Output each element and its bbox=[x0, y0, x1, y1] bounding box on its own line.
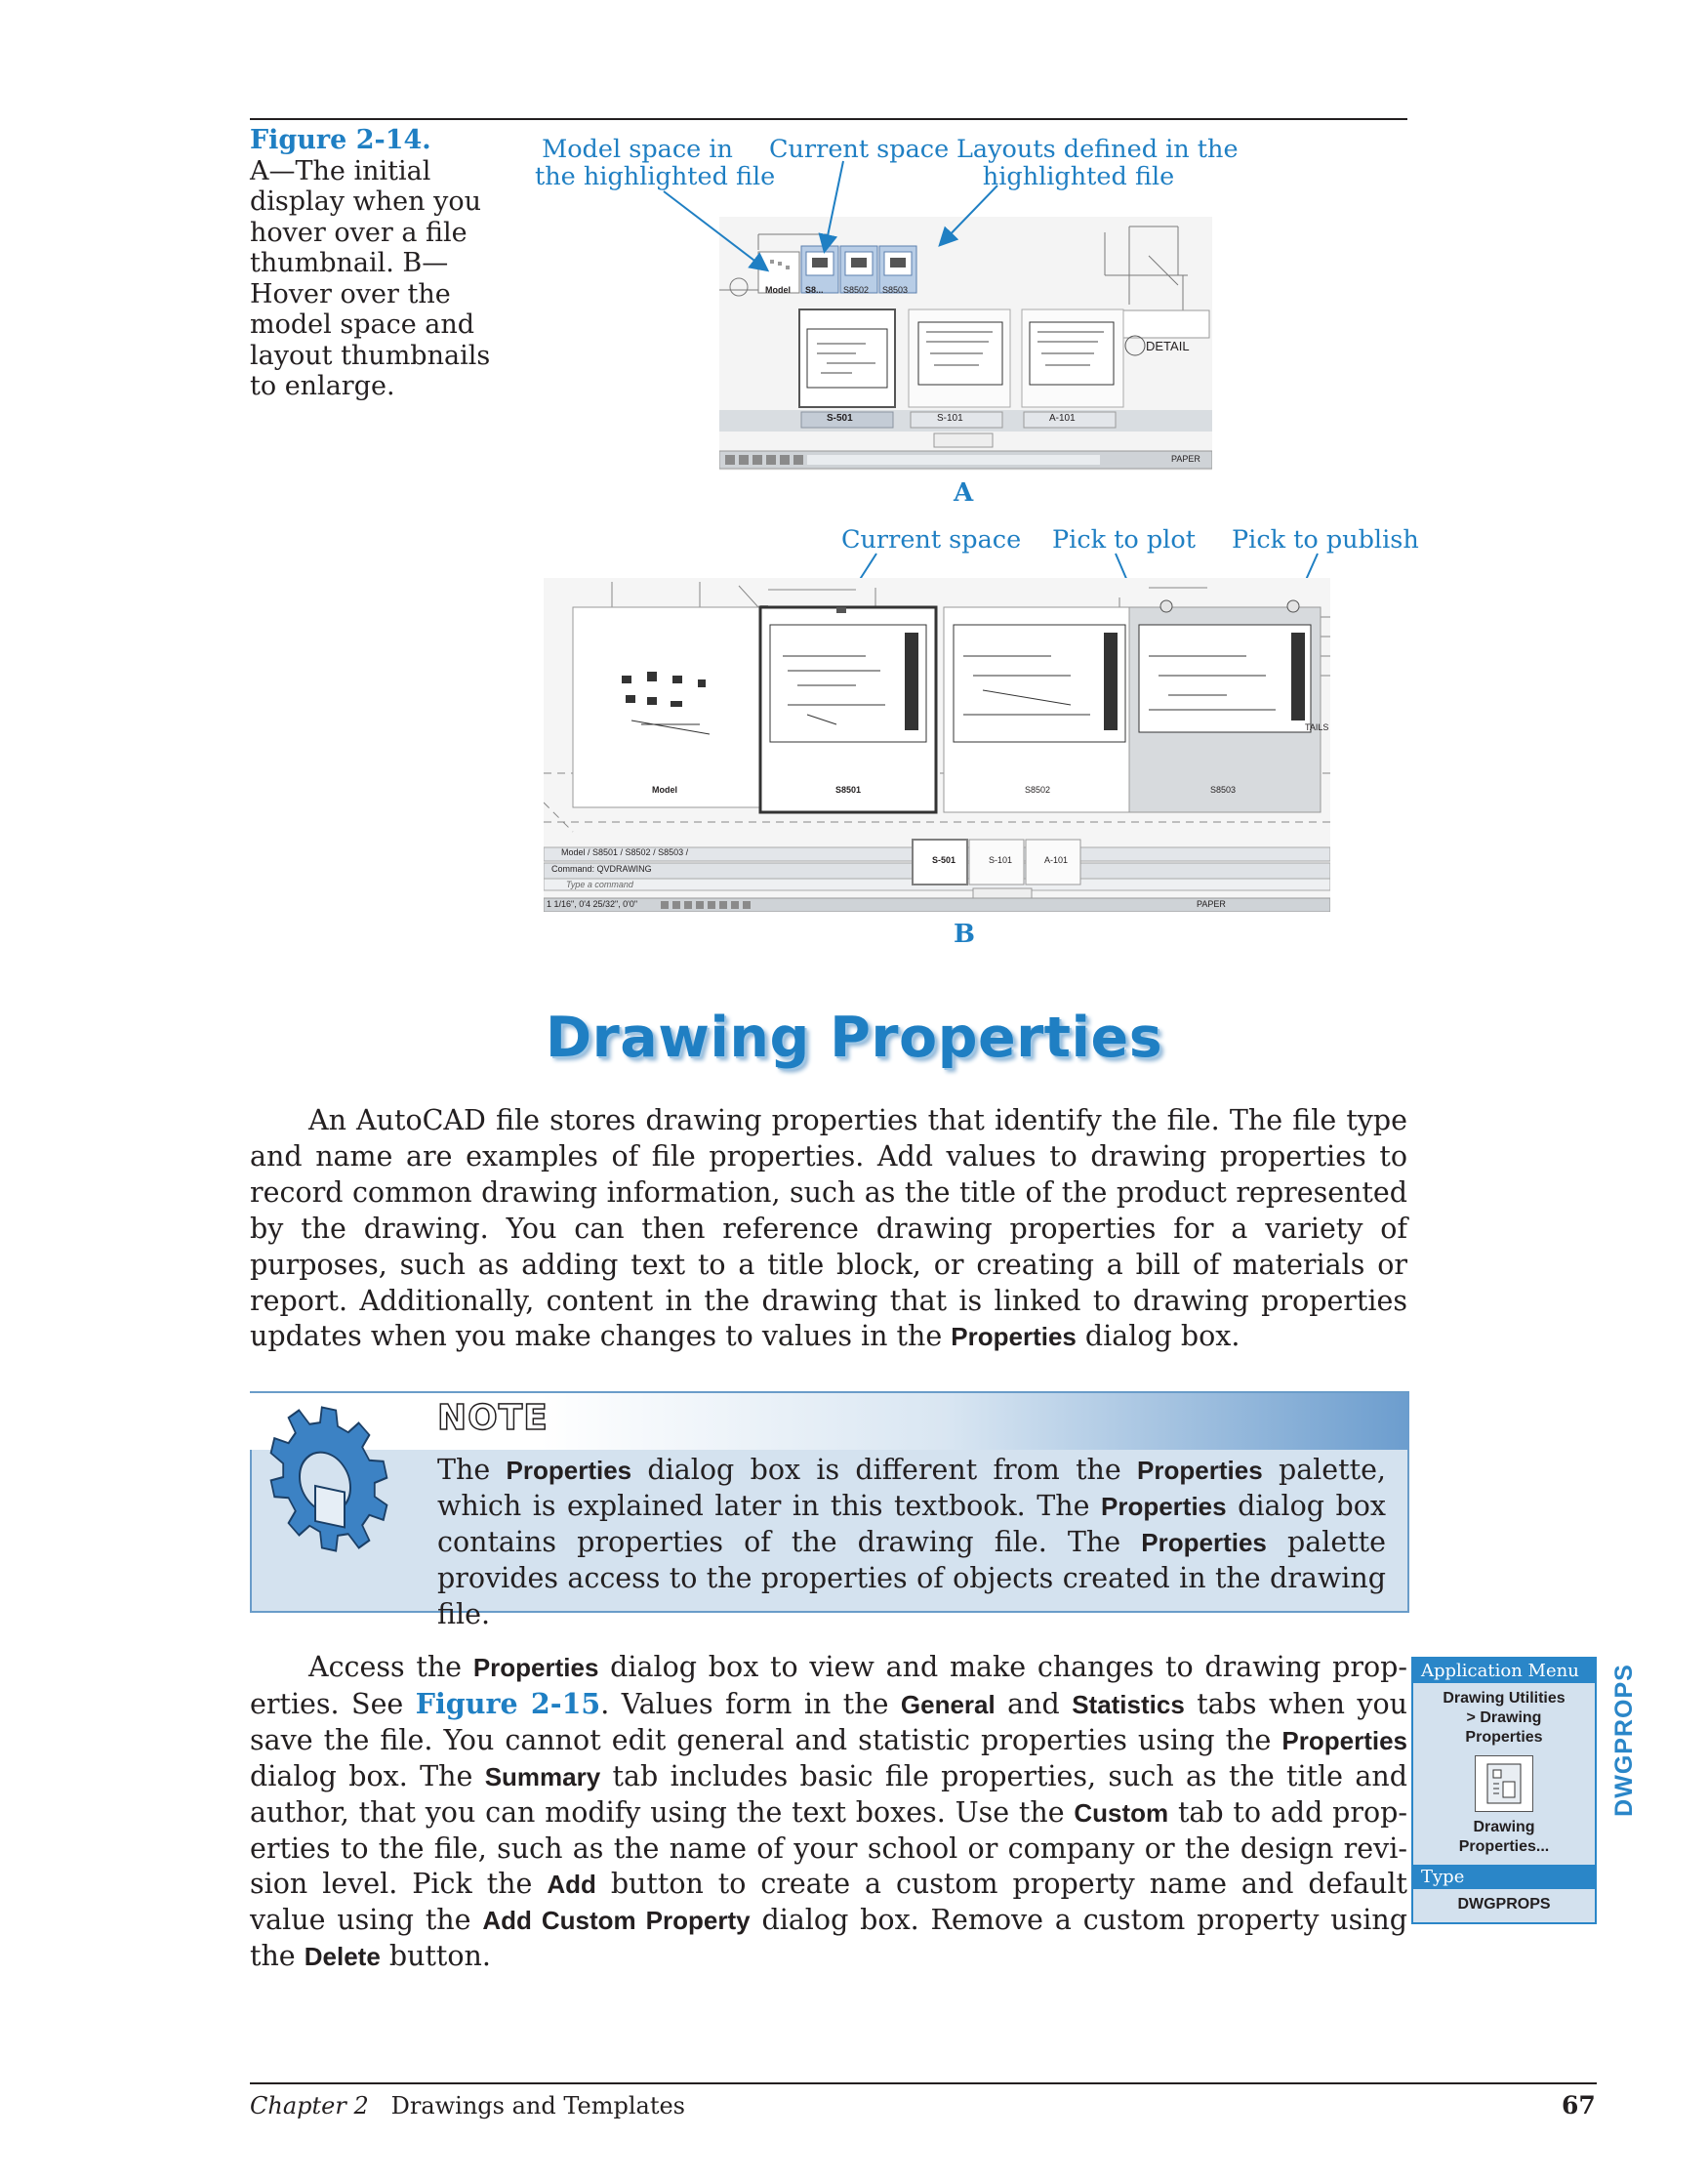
note-t1: The bbox=[437, 1454, 507, 1486]
command-access-box bbox=[1411, 1657, 1597, 1924]
figure-reference-link[interactable]: Figure 2-15 bbox=[415, 1686, 601, 1720]
p2-b5: Summary bbox=[484, 1761, 601, 1791]
vertical-command-text: DWGPROPS bbox=[1610, 1664, 1638, 1817]
thumb-label-s8: S8... bbox=[805, 285, 824, 295]
p2-b7: Add bbox=[547, 1870, 596, 1900]
p2-b2: General bbox=[900, 1689, 996, 1719]
p2-t3: . Values form in the bbox=[600, 1687, 901, 1720]
icon-label-line1: Drawing bbox=[1473, 1819, 1535, 1835]
note-header-bar bbox=[250, 1391, 1409, 1450]
thumb-label-model: Model bbox=[765, 285, 791, 295]
paragraph-1-tail: dialog box. bbox=[1076, 1320, 1240, 1353]
callout-model-space-line2: the highlighted file bbox=[535, 162, 776, 191]
preview-label-s8502: S8502 bbox=[1025, 785, 1051, 795]
paragraph-1-bold: Properties bbox=[951, 1322, 1077, 1352]
coordinates: 1 1/16", 0'4 25/32", 0'0" bbox=[547, 899, 638, 909]
menu-path-line1: Drawing Utilities bbox=[1443, 1690, 1566, 1707]
vertical-command-label bbox=[1607, 1650, 1641, 1831]
note-title: NOTE bbox=[437, 1398, 549, 1438]
small-thumb-s501: S-501 bbox=[932, 855, 956, 865]
figure-title: Figure 2-14. bbox=[250, 125, 431, 155]
preview-label-s8503: S8503 bbox=[1210, 785, 1237, 795]
figure-caption-text: A—The initial display when you hover over a file thumbnail. B—Hover over the model space and layout thumbnails to enlarge. bbox=[250, 155, 491, 401]
small-thumb-s101: S-101 bbox=[989, 855, 1013, 865]
command-box-menu-path bbox=[1413, 1683, 1595, 1748]
gear-icon bbox=[256, 1396, 402, 1562]
arrow-current-space-a bbox=[825, 161, 843, 250]
callout-pick-to-plot: Pick to plot bbox=[1052, 525, 1196, 555]
note-t4: dialog box contains properties of the drawing file. The bbox=[437, 1489, 1386, 1558]
footer-chapter-title: Drawings and Templates bbox=[390, 2092, 685, 2119]
p2-b8: Add Custom Property bbox=[482, 1906, 751, 1936]
footer-rule bbox=[250, 2082, 1597, 2084]
callout-model-space-line1: Model space in bbox=[542, 135, 733, 164]
p2-b9: Delete bbox=[304, 1942, 381, 1972]
p2-t11: button. bbox=[380, 1940, 491, 1973]
footer-chapter-number: Chapter 2 bbox=[250, 2092, 369, 2119]
p2-b1: Properties bbox=[472, 1653, 599, 1682]
arrow-model-space bbox=[664, 191, 766, 269]
p2-t2: dialog box to view and make changes to drawing prop-erties. See bbox=[250, 1651, 1407, 1720]
note-text bbox=[437, 1453, 1386, 1633]
note-t3: palette, which is explained later in this textbook. The bbox=[437, 1454, 1386, 1522]
arrow-layouts bbox=[941, 185, 997, 244]
properties-sheet-icon bbox=[1476, 1756, 1532, 1811]
drawing-properties-icon[interactable] bbox=[1475, 1755, 1533, 1812]
note-b1: Properties bbox=[506, 1456, 632, 1485]
footer-chapter bbox=[250, 2092, 685, 2119]
p2-b6: Custom bbox=[1074, 1797, 1169, 1828]
p2-b4: Properties bbox=[1281, 1725, 1407, 1755]
command-line: Command: QVDRAWING bbox=[551, 864, 652, 874]
p2-t7: tab includes basic file properties, such as the title and author, that you can modify using the text boxes. Use the bbox=[250, 1759, 1407, 1829]
tab-label-s101: S-101 bbox=[937, 413, 963, 424]
status-paper-a: PAPER bbox=[1171, 454, 1200, 464]
icon-label-line2: Properties... bbox=[1458, 1838, 1550, 1855]
note-b3: Properties bbox=[1101, 1491, 1227, 1521]
p2-t4: and bbox=[995, 1687, 1073, 1720]
detail-label: DETAIL bbox=[1146, 339, 1190, 353]
command-prompt: Type a command bbox=[566, 880, 633, 889]
figure-label-a: A bbox=[954, 478, 974, 508]
layout-tabs: Model / S8501 / S8502 / S8503 / bbox=[561, 847, 689, 857]
tab-label-s501: S-501 bbox=[827, 413, 853, 424]
note-b2: Properties bbox=[1137, 1456, 1263, 1485]
paragraph-1-text: An AutoCAD file stores drawing properties that identify the file. The file type and name are examples of file properties. Add values to drawing properties to record common drawing information, such as the title of the product represented by the drawing. You can then reference drawing properties for a variety of purposes, such as adding text to a title block, or creating a bill of materials or report. Additionally, content in the drawing that is linked to drawing properties updates when you make changes to values in the bbox=[250, 1104, 1407, 1353]
menu-path-line3: Properties bbox=[1465, 1729, 1543, 1746]
command-box-icon-label bbox=[1413, 1818, 1595, 1857]
callout-layouts-line2: highlighted file bbox=[982, 162, 1175, 191]
thumb-label-s8502: S8502 bbox=[843, 285, 870, 295]
status-paper-b: PAPER bbox=[1197, 899, 1226, 909]
p2-t1: Access the bbox=[308, 1651, 473, 1683]
callout-current-space-a: Current space bbox=[769, 135, 950, 164]
callout-layouts-line1: Layouts defined in the bbox=[956, 135, 1239, 164]
p2-t9: button to create a custom property name and default value using the bbox=[250, 1868, 1407, 1937]
note-t2: dialog box is different from the bbox=[631, 1454, 1138, 1486]
p2-t6: dialog box. The bbox=[250, 1759, 485, 1792]
preview-label-model: Model bbox=[652, 785, 677, 795]
callout-current-space-b: Current space bbox=[841, 525, 1022, 555]
figure-label-b: B bbox=[954, 920, 975, 949]
command-box-type-value: DWGPROPS bbox=[1457, 1896, 1551, 1913]
command-box-header: Application Menu bbox=[1413, 1659, 1595, 1683]
p2-t8: tab to add prop-erties to the file, such as the name of your school or company or the design revi-sion level. Pick the bbox=[250, 1795, 1408, 1901]
paragraph-1 bbox=[250, 1103, 1407, 1355]
tab-label-a101: A-101 bbox=[1049, 413, 1076, 424]
thumb-label-s8503: S8503 bbox=[882, 285, 909, 295]
preview-label-s8501: S8501 bbox=[835, 785, 862, 795]
p2-b3: Statistics bbox=[1072, 1689, 1185, 1719]
note-b4: Properties bbox=[1141, 1527, 1267, 1557]
command-box-type-header: Type bbox=[1413, 1865, 1595, 1889]
section-heading: Drawing Properties bbox=[545, 1006, 1163, 1070]
menu-path-line2: > Drawing bbox=[1466, 1709, 1542, 1726]
tails-label: TAILS bbox=[1305, 722, 1329, 732]
page-number: 67 bbox=[1562, 2091, 1596, 2119]
small-thumb-a101: A-101 bbox=[1044, 855, 1069, 865]
callout-pick-to-publish: Pick to publish bbox=[1232, 525, 1419, 555]
p2-t10: dialog box. Remove a custom property using the bbox=[250, 1904, 1407, 1973]
paragraph-2 bbox=[250, 1650, 1407, 1975]
note-t5: palette provides access to the properties of objects created in the drawing file. bbox=[437, 1525, 1386, 1630]
p2-t5: tabs when you save the file. You cannot edit general and statistic properties using the bbox=[250, 1687, 1408, 1756]
